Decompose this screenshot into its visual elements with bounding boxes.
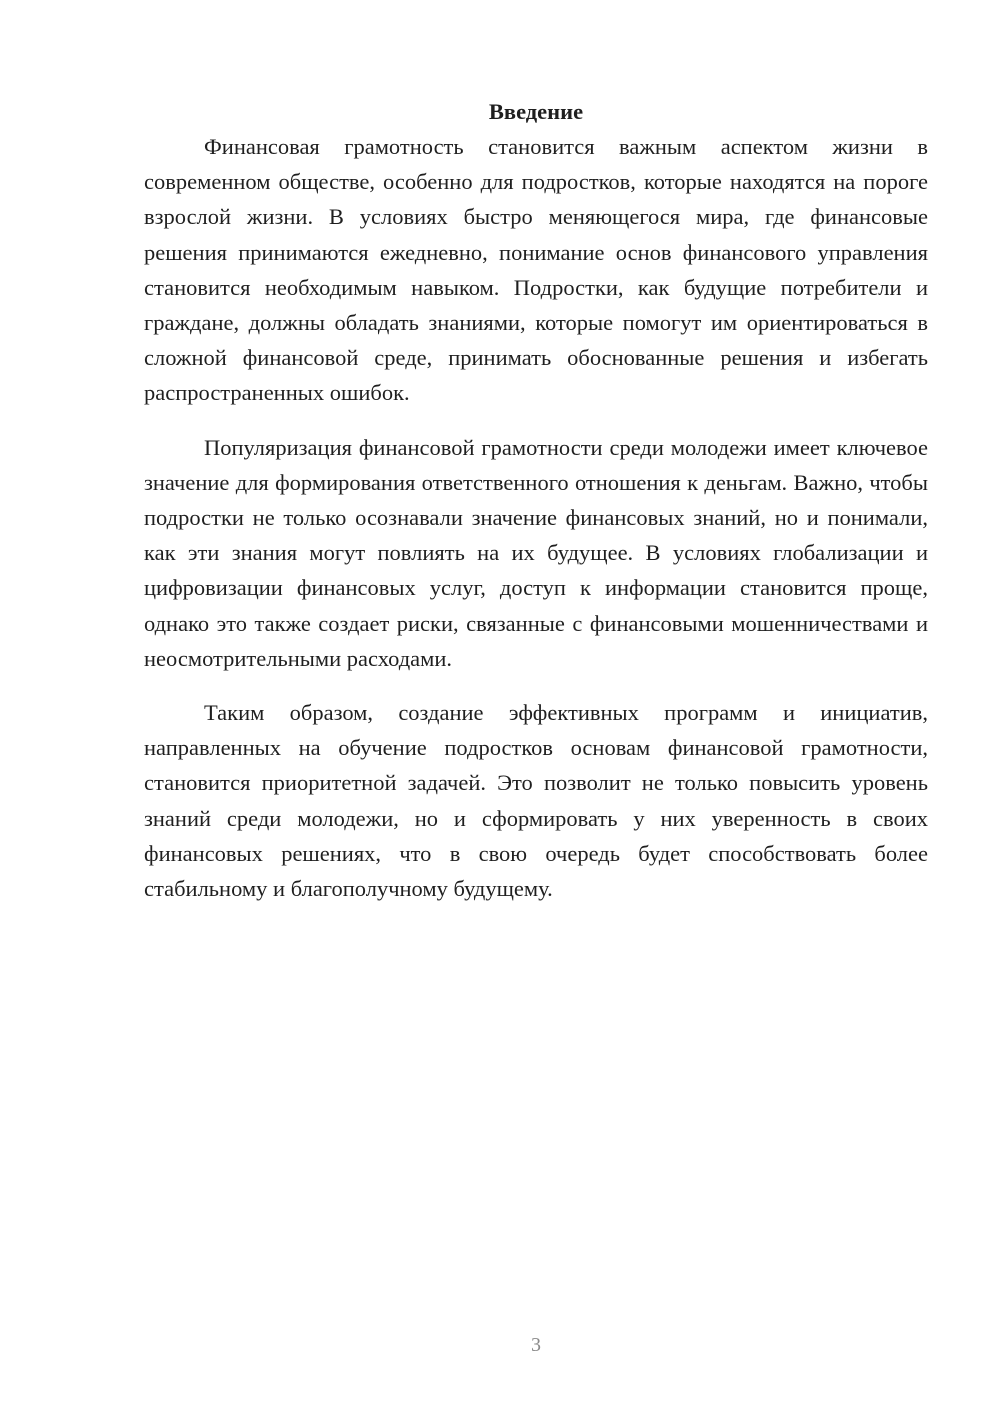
paragraph-2: Популяризация финансовой грамотности среди молодежи имеет ключевое значение для формирования ответственного отношения к деньгам. Важно, чтобы подростки не только осознавали значение финансовых знаний, но и понимали, как эти знания могут повлиять на их будущее. В условиях глобализации и цифровизации финансовых услуг, доступ к информации становится проще, однако это также создает риски, связанные с финансовыми мошенничествами и неосмотрительными расходами. [144, 434, 928, 671]
page-content [144, 94, 928, 906]
paragraph-3: Таким образом, создание эффективных программ и инициатив, направленных на обучение подростков основам финансовой грамотности, становится приоритетной задачей. Это позволит не только повысить уровень знаний среди молодежи, но и сформировать у них уверенность в своих финансовых решениях, что в свою очередь будет способствовать более стабильному и благополучному будущему. [144, 700, 928, 902]
section-title: Введение [488, 99, 584, 124]
page-number: 3 [531, 1334, 541, 1356]
paragraph-1: Финансовая грамотность становится важным аспектом жизни в современном обществе, особенно для подростков, которые находятся на пороге взрослой жизни. В условиях быстро меняющегося мира, где финансовые решения принимаются ежедневно, понимание основ финансового управления становится необходимым навыком. Подростки, как будущие потребители и граждане, должны обладать знаниями, которые помогут им ориентироваться в сложной финансовой среде, принимать обоснованные решения и избегать распространенных ошибок. [144, 134, 928, 406]
